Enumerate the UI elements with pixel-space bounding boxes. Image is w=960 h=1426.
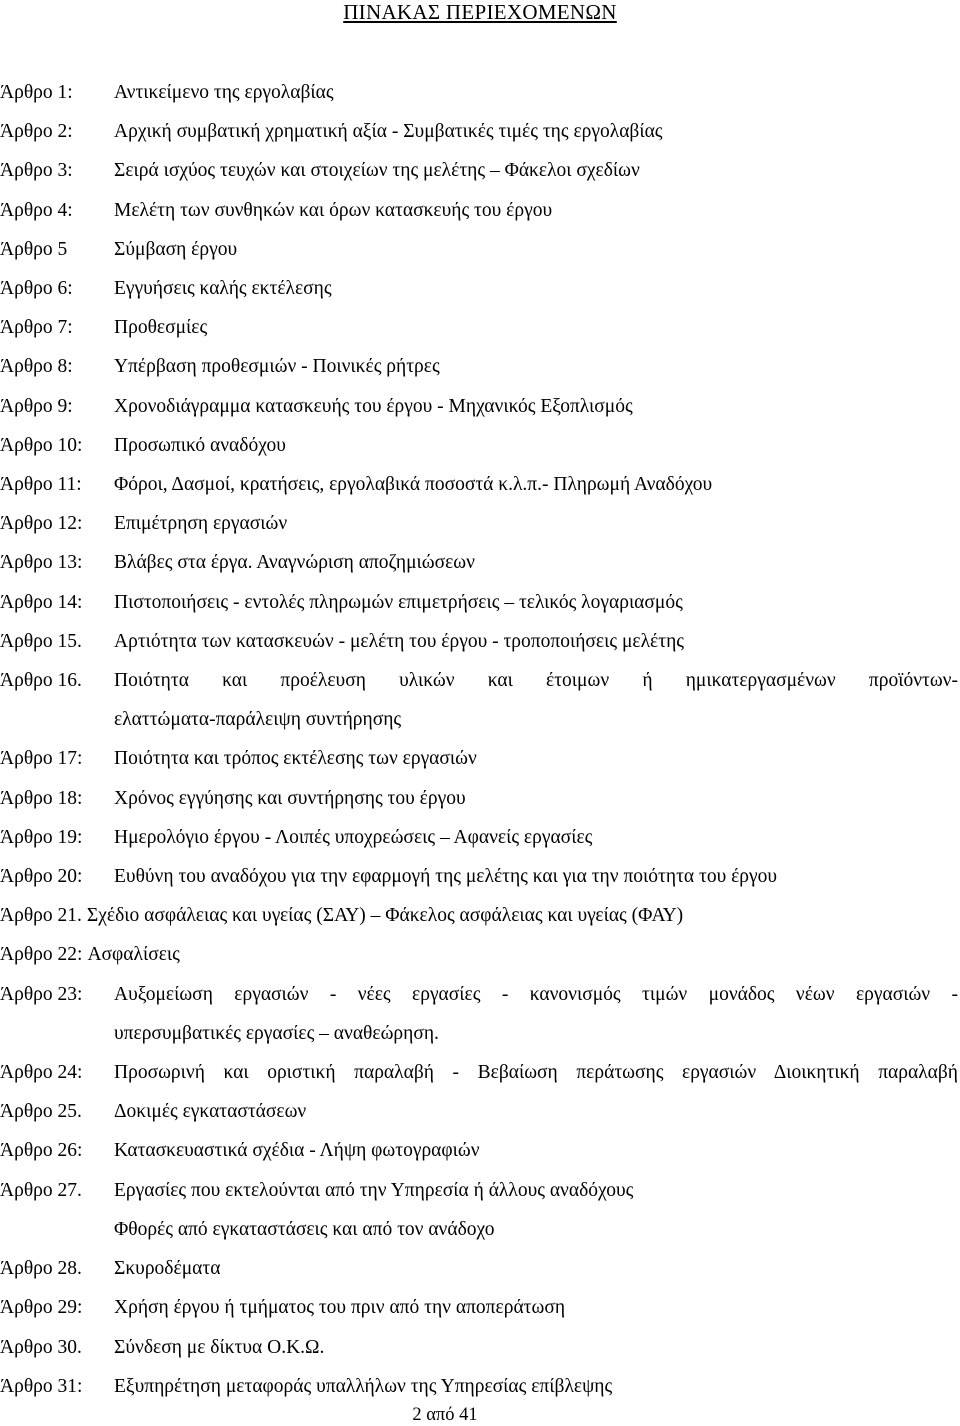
article-title: Ευθύνη του αναδόχου για την εφαρμογή της μελέτης και για την ποιότητα του έργου [114, 866, 778, 888]
article-number: Άρθρο 26: [0, 1140, 83, 1162]
toc-entry [0, 191, 958, 230]
toc-entry [0, 73, 958, 112]
article-title: Προσωρινή και οριστική παραλαβή - Βεβαίωση περάτωσης εργασιών Διοικητική παραλαβή [114, 1062, 958, 1084]
article-number: Άρθρο 7: [0, 317, 73, 339]
toc-entry [0, 308, 958, 347]
toc-entry [0, 465, 958, 504]
article-number: Άρθρο 28. [0, 1258, 82, 1280]
toc-entry [0, 112, 958, 151]
article-title: Μελέτη των συνθηκών και όρων κατασκευής του έργου [114, 199, 553, 221]
article-title: Ημερολόγιο έργου - Λοιπές υποχρεώσεις – Αφανείς εργασίες [114, 826, 593, 848]
article-number: Άρθρο 17: [0, 748, 83, 770]
article-title: Αρχική συμβατική χρηματική αξία - Συμβατικές τιμές της εργολαβίας [114, 121, 663, 143]
article-number: Άρθρο 16. [0, 670, 82, 692]
table-of-contents [0, 73, 958, 1406]
toc-entry [0, 347, 958, 386]
toc-entry [0, 896, 958, 935]
article-title: Σύνδεση με δίκτυα Ο.Κ.Ω. [114, 1336, 325, 1358]
article-title: Ασφαλίσεις [87, 944, 180, 966]
page-title: ΠΙΝΑΚΑΣ ΠΕΡΙΕΧΟΜΕΝΩΝ [343, 0, 617, 24]
article-title: Προσωπικό αναδόχου [114, 434, 286, 456]
article-title: Επιμέτρηση εργασιών [114, 513, 288, 535]
toc-entry [0, 230, 958, 269]
article-number: Άρθρο 13: [0, 552, 83, 574]
toc-entry [0, 1131, 958, 1170]
article-number: Άρθρο 31: [0, 1375, 83, 1397]
toc-entry [0, 975, 958, 1014]
article-title-continuation: Φθορές από εγκαταστάσεις και από τον ανάδοχο [114, 1218, 495, 1240]
article-number: Άρθρο 5 [0, 238, 68, 260]
article-number: Άρθρο 22: [0, 944, 83, 966]
article-title: Σκυροδέματα [114, 1258, 221, 1280]
article-title: Χρονοδιάγραμμα κατασκευής του έργου - Μηχανικός Εξοπλισμός [114, 395, 633, 417]
article-title: Σειρά ισχύος τευχών και στοιχείων της μελέτης – Φάκελοι σχεδίων [114, 160, 640, 182]
article-number: Άρθρο 21. [0, 905, 82, 927]
article-title: Αντικείμενο της εργολαβίας [114, 82, 334, 103]
article-number: Άρθρο 2: [0, 121, 73, 143]
toc-entry [0, 935, 958, 974]
article-number: Άρθρο 14: [0, 591, 83, 613]
article-title: Εξυπηρέτηση μεταφοράς υπαλλήλων της Υπηρεσίας επίβλεψης [114, 1375, 613, 1397]
article-title: Υπέρβαση προθεσμιών - Ποινικές ρήτρες [114, 356, 440, 378]
article-title: Πιστοποιήσεις - εντολές πληρωμών επιμετρήσεις – τελικός λογαριασμός [114, 591, 683, 613]
article-number: Άρθρο 25. [0, 1101, 82, 1123]
article-title: Σύμβαση έργου [114, 238, 238, 260]
article-title: Αρτιότητα των κατασκευών - μελέτη του έργου - τροποποιήσεις μελέτης [114, 630, 685, 652]
toc-entry [0, 1092, 958, 1131]
article-number: Άρθρο 4: [0, 199, 73, 221]
article-title: Δοκιμές εγκαταστάσεων [114, 1101, 307, 1123]
toc-entry [0, 739, 958, 778]
article-number: Άρθρο 11: [0, 474, 82, 496]
article-title: Προθεσμίες [114, 317, 208, 339]
toc-entry [0, 387, 958, 426]
toc-entry [0, 818, 958, 857]
toc-entry [0, 583, 958, 622]
article-title: Χρήση έργου ή τμήματος του πριν από την αποπεράτωση [114, 1297, 566, 1319]
article-title: Φόροι, Δασμοί, κρατήσεις, εργολαβικά ποσοστά κ.λ.π.- Πληρωμή Αναδόχου [114, 474, 713, 496]
article-title: Σχέδιο ασφάλειας και υγείας (ΣΑΥ) – Φάκελος ασφάλειας και υγείας (ΦΑΥ) [86, 905, 684, 927]
article-number: Άρθρο 23: [0, 983, 83, 1005]
article-title: Εργασίες που εκτελούνται από την Υπηρεσία ή άλλους αναδόχους [114, 1179, 634, 1201]
article-number: Άρθρο 1: [0, 82, 73, 103]
article-title: Κατασκευαστικά σχέδια - Λήψη φωτογραφιών [114, 1140, 480, 1162]
toc-entry [0, 1288, 958, 1327]
article-number: Άρθρο 20: [0, 866, 83, 888]
article-title: Ποιότητα και προέλευση υλικών και έτοιμων ή ημικατεργασμένων προϊόντων- [114, 670, 958, 692]
article-number: Άρθρο 18: [0, 787, 83, 809]
article-number: Άρθρο 9: [0, 395, 73, 417]
article-number: Άρθρο 24: [0, 1062, 83, 1084]
article-number: Άρθρο 8: [0, 356, 73, 378]
toc-entry [0, 622, 958, 661]
article-number: Άρθρο 15. [0, 630, 82, 652]
article-title-continuation: υπερσυμβατικές εργασίες – αναθεώρηση. [114, 1022, 439, 1044]
toc-entry [0, 1171, 958, 1210]
toc-entry [0, 269, 958, 308]
toc-entry [0, 426, 958, 465]
article-number: Άρθρο 30. [0, 1336, 82, 1358]
article-title: Ποιότητα και τρόπος εκτέλεσης των εργασιών [114, 748, 477, 770]
article-title: Χρόνος εγγύησης και συντήρησης του έργου [114, 787, 466, 809]
article-number: Άρθρο 29: [0, 1297, 83, 1319]
article-number: Άρθρο 27. [0, 1179, 82, 1201]
toc-entry [0, 1053, 958, 1092]
article-number: Άρθρο 10: [0, 434, 83, 456]
toc-entry [0, 543, 958, 582]
toc-entry [0, 151, 958, 190]
toc-entry [0, 661, 958, 700]
toc-entry [0, 1328, 958, 1367]
toc-entry [0, 504, 958, 543]
article-title: Αυξομείωση εργασιών - νέες εργασίες - κανονισμός τιμών μονάδος νέων εργασιών - [114, 983, 958, 1005]
article-title: Βλάβες στα έργα. Αναγνώριση αποζημιώσεων [114, 552, 475, 574]
article-number: Άρθρο 19: [0, 826, 83, 848]
toc-entry [0, 857, 958, 896]
toc-entry [0, 1249, 958, 1288]
article-number: Άρθρο 12: [0, 513, 83, 535]
toc-entry [0, 1367, 958, 1406]
toc-entry [0, 779, 958, 818]
article-title-continuation: ελαττώματα-παράλειψη συντήρησης [114, 709, 402, 731]
article-title: Εγγυήσεις καλής εκτέλεσης [114, 278, 332, 300]
article-number: Άρθρο 3: [0, 160, 73, 182]
article-number: Άρθρο 6: [0, 278, 73, 300]
page-number: 2 από 41 [412, 1405, 478, 1425]
